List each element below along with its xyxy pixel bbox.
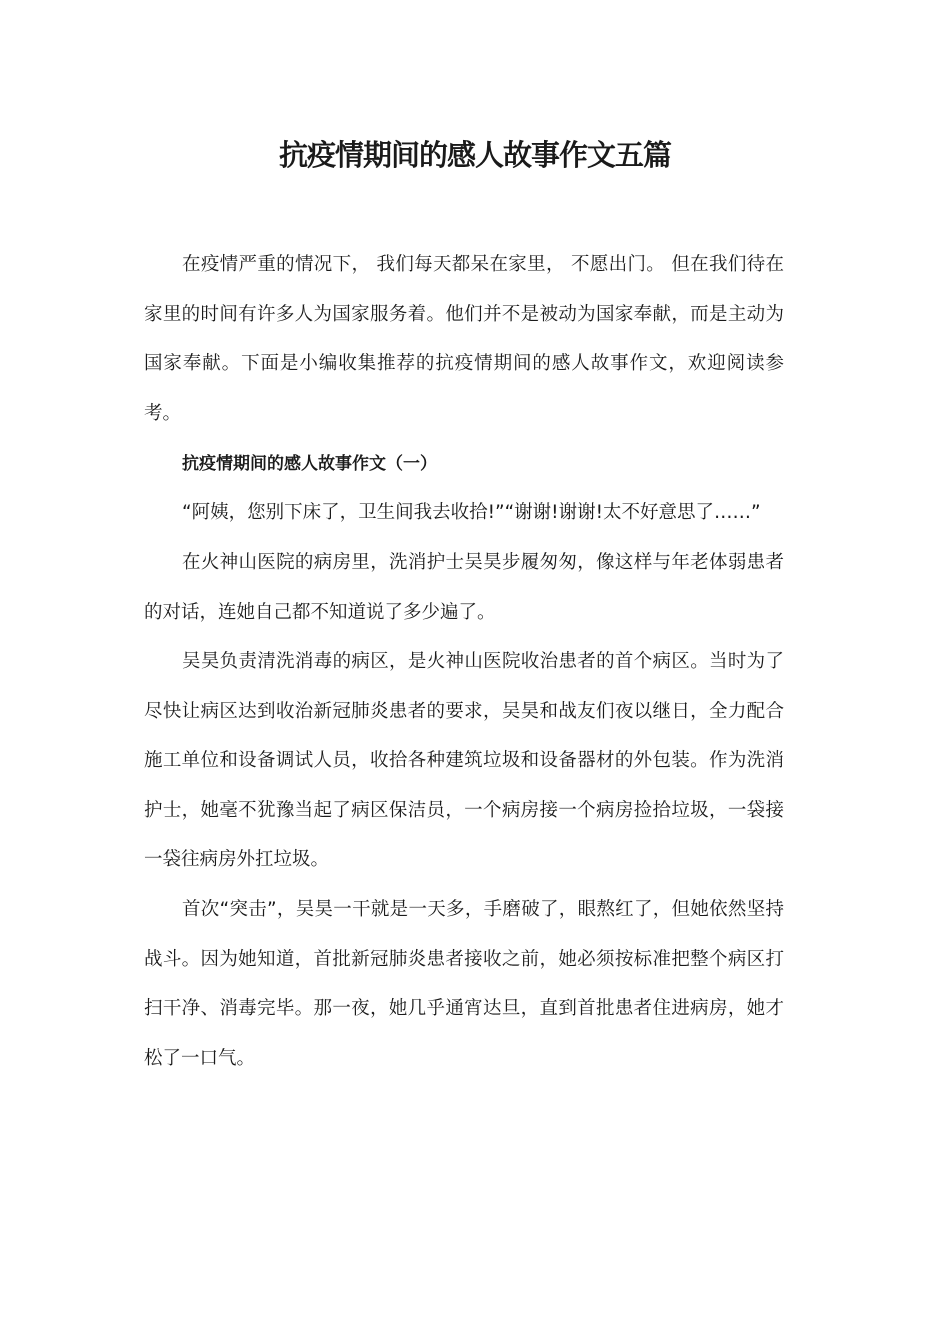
body-paragraph-2: 在火神山医院的病房里，洗消护士吴昊步履匆匆，像这样与年老体弱患者的对话，连她自己都不知道说了多少遍了。 xyxy=(144,552,784,623)
document-title: 抗疫情期间的感人故事作文五篇 xyxy=(278,138,671,172)
intro-paragraph: 在疫情严重的情况下， 我们每天都呆在家里， 不愿出门。 但在我们待在家里的时间有许多人为国家服务着。他们并不是被动为国家奉献，而是主动为国家奉献。下面是小编收集推荐的抗疫情期间的感人故事作文，欢迎阅读参考。 xyxy=(144,254,784,424)
body-paragraph-3: 吴昊负责清洗消毒的病区，是火神山医院收治患者的首个病区。当时为了尽快让病区达到收治新冠肺炎患者的要求，吴昊和战友们夜以继日，全力配合施工单位和设备调试人员，收拾各种建筑垃圾和设备器材的外包装。作为洗消护士，她毫不犹豫当起了病区保洁员，一个病房接一个病房捡拾垃圾，一袋接一袋往病房外扛垃圾。 xyxy=(144,651,784,871)
body-paragraph-4: 首次“突击”，吴昊一干就是一天多，手磨破了，眼熬红了，但她依然坚持战斗。因为她知道，首批新冠肺炎患者接收之前，她必须按标准把整个病区打扫干净、消毒完毕。那一夜，她几乎通宵达旦，直到首批患者住进病房，她才松了一口气。 xyxy=(144,899,784,1069)
section-heading: 抗疫情期间的感人故事作文（一） xyxy=(182,454,437,474)
body-paragraph-1: “阿姨，您别下床了，卫生间我去收拾!”“谢谢!谢谢!太不好意思了……” xyxy=(182,502,761,523)
